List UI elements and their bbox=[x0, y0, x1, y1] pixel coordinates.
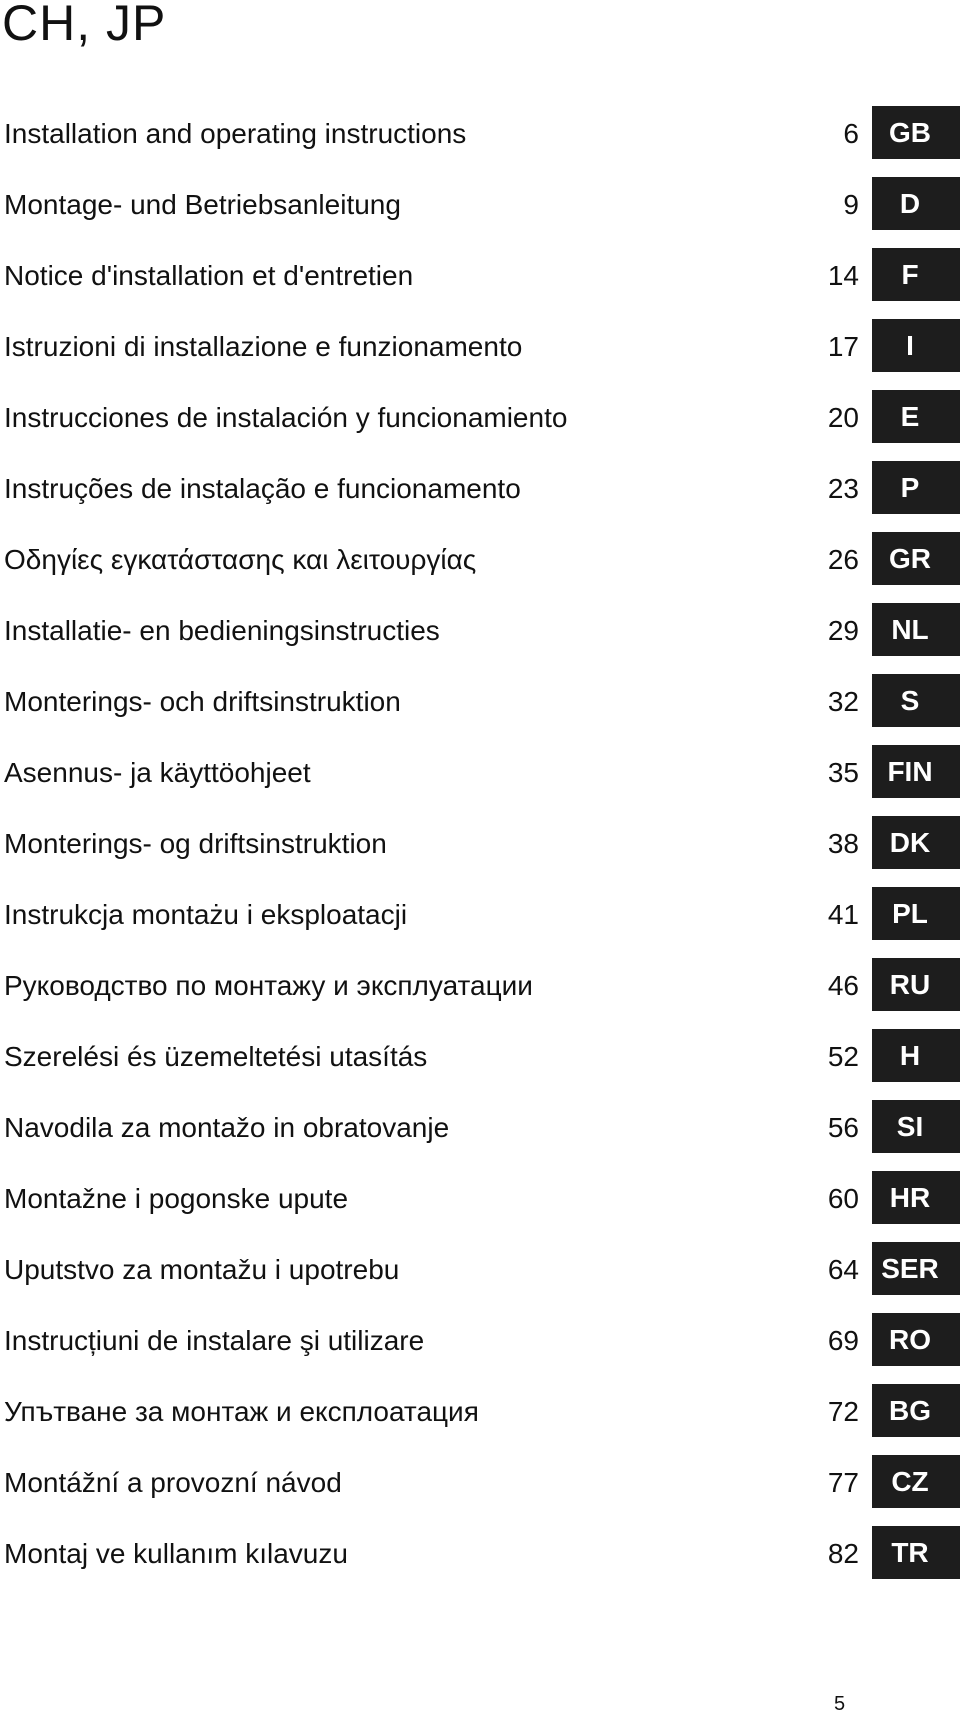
language-code: BG bbox=[889, 1395, 931, 1426]
toc-title: Asennus- ja käyttöohjeet bbox=[4, 757, 311, 788]
language-tab-gr bbox=[872, 532, 960, 585]
language-tab-nl bbox=[872, 603, 960, 656]
toc-row-e[interactable] bbox=[0, 390, 960, 461]
toc-row-s[interactable] bbox=[0, 674, 960, 745]
toc-title: Montažne i pogonske upute bbox=[4, 1183, 349, 1214]
toc-title: Monterings- och driftsinstruktion bbox=[4, 686, 401, 717]
language-tab-bg bbox=[872, 1384, 960, 1437]
toc-row-d[interactable] bbox=[0, 177, 960, 248]
language-code: RU bbox=[889, 969, 931, 1000]
toc-page-number: 60 bbox=[827, 1183, 859, 1214]
table-of-contents bbox=[0, 106, 960, 1597]
toc-row-f[interactable] bbox=[0, 248, 960, 319]
language-code: NL bbox=[891, 614, 929, 645]
toc-page-number: 20 bbox=[827, 402, 859, 433]
toc-row-pl[interactable] bbox=[0, 887, 960, 958]
toc-page-number: 46 bbox=[827, 970, 859, 1001]
toc-page-number: 29 bbox=[827, 615, 859, 646]
toc-row-ro[interactable] bbox=[0, 1313, 960, 1384]
language-tab-tr bbox=[872, 1526, 960, 1579]
toc-page-number: 38 bbox=[827, 828, 859, 859]
toc-title: Installation and operating instructions bbox=[4, 118, 467, 149]
toc-page-number: 32 bbox=[827, 686, 859, 717]
toc-row-hr[interactable] bbox=[0, 1171, 960, 1242]
toc-page-number: 72 bbox=[827, 1396, 859, 1427]
toc-page-number: 64 bbox=[827, 1254, 859, 1285]
toc-page-number: 6 bbox=[843, 118, 859, 149]
toc-title: Istruzioni di installazione e funzionamento bbox=[4, 331, 523, 362]
toc-title: Notice d'installation et d'entretien bbox=[4, 260, 414, 291]
language-tab-ser bbox=[872, 1242, 960, 1295]
language-tab-dk bbox=[872, 816, 960, 869]
language-tab-i bbox=[872, 319, 960, 372]
language-code: CZ bbox=[891, 1466, 929, 1497]
toc-row-si[interactable] bbox=[0, 1100, 960, 1171]
page-number: 5 bbox=[834, 1693, 846, 1715]
language-code: D bbox=[899, 188, 921, 219]
language-tab-d bbox=[872, 177, 960, 230]
toc-page-number: 41 bbox=[827, 899, 859, 930]
language-code: HR bbox=[889, 1182, 931, 1213]
toc-row-p[interactable] bbox=[0, 461, 960, 532]
language-code: F bbox=[901, 259, 919, 290]
language-code: RO bbox=[889, 1324, 931, 1355]
page-title: CH, JP bbox=[2, 0, 167, 51]
toc-row-i[interactable] bbox=[0, 319, 960, 390]
toc-page-number: 77 bbox=[827, 1467, 859, 1498]
toc-title: Uputstvo za montažu i upotrebu bbox=[4, 1254, 400, 1285]
language-tab-fin bbox=[872, 745, 960, 798]
language-code: S bbox=[900, 685, 920, 716]
language-code: GB bbox=[889, 117, 931, 148]
language-code: SER bbox=[881, 1253, 939, 1284]
language-code: FIN bbox=[887, 756, 933, 787]
language-tab-cz bbox=[872, 1455, 960, 1508]
language-code: DK bbox=[889, 827, 931, 858]
toc-title: Instrucțiuni de instalare şi utilizare bbox=[4, 1325, 425, 1356]
toc-title: Instruções de instalação e funcionamento bbox=[4, 473, 521, 504]
language-tab-hr bbox=[872, 1171, 960, 1224]
language-tab-s bbox=[872, 674, 960, 727]
toc-row-tr[interactable] bbox=[0, 1526, 960, 1597]
toc-page-number: 35 bbox=[827, 757, 859, 788]
toc-row-dk[interactable] bbox=[0, 816, 960, 887]
toc-title: Montage- und Betriebsanleitung bbox=[4, 189, 401, 220]
language-tab-pl bbox=[872, 887, 960, 940]
toc-title: Руководство по монтажу и эксплуатации bbox=[4, 970, 533, 1001]
language-tab-f bbox=[872, 248, 960, 301]
toc-title: Instrucciones de instalación y funcionamiento bbox=[4, 402, 568, 433]
language-tab-ro bbox=[872, 1313, 960, 1366]
language-tab-gb bbox=[872, 106, 960, 159]
toc-row-bg[interactable] bbox=[0, 1384, 960, 1455]
language-tab-si bbox=[872, 1100, 960, 1153]
language-tab-p bbox=[872, 461, 960, 514]
toc-title: Instrukcja montażu i eksploatacji bbox=[4, 899, 408, 930]
language-code: PL bbox=[892, 898, 928, 929]
toc-title: Monterings- og driftsinstruktion bbox=[4, 828, 387, 859]
toc-page-number: 23 bbox=[827, 473, 859, 504]
toc-row-ru[interactable] bbox=[0, 958, 960, 1029]
toc-page-number: 52 bbox=[827, 1041, 859, 1072]
language-tab-e bbox=[872, 390, 960, 443]
toc-title: Montaj ve kullanım kılavuzu bbox=[4, 1538, 348, 1569]
toc-row-cz[interactable] bbox=[0, 1455, 960, 1526]
toc-row-fin[interactable] bbox=[0, 745, 960, 816]
toc-title: Navodila za montažo in obratovanje bbox=[4, 1112, 450, 1143]
toc-page-number: 82 bbox=[827, 1538, 859, 1569]
language-code: SI bbox=[896, 1111, 924, 1142]
toc-row-h[interactable] bbox=[0, 1029, 960, 1100]
language-tab-h bbox=[872, 1029, 960, 1082]
language-tab-ru bbox=[872, 958, 960, 1011]
toc-page-number: 56 bbox=[827, 1112, 859, 1143]
toc-title: Упътване за монтаж и експлоатация bbox=[4, 1396, 479, 1427]
toc-row-nl[interactable] bbox=[0, 603, 960, 674]
toc-title: Οδηγίες εγκατάστασης και λειτουργίας bbox=[4, 544, 477, 575]
toc-title: Szerelési és üzemeltetési utasítás bbox=[4, 1041, 428, 1072]
toc-page-number: 69 bbox=[827, 1325, 859, 1356]
toc-title: Installatie- en bedieningsinstructies bbox=[4, 615, 440, 646]
language-code: I bbox=[906, 330, 914, 361]
language-code: TR bbox=[891, 1537, 929, 1568]
toc-page-number: 9 bbox=[843, 189, 859, 220]
toc-title: Montážní a provozní návod bbox=[4, 1467, 342, 1498]
toc-row-ser[interactable] bbox=[0, 1242, 960, 1313]
toc-page-number: 17 bbox=[827, 331, 859, 362]
language-code: P bbox=[900, 472, 920, 503]
toc-page-number: 14 bbox=[827, 260, 859, 291]
toc-row-gb[interactable] bbox=[0, 106, 960, 177]
language-code: GR bbox=[889, 543, 931, 574]
toc-row-gr[interactable] bbox=[0, 532, 960, 603]
toc-page-number: 26 bbox=[827, 544, 859, 575]
language-code: E bbox=[900, 401, 920, 432]
language-code: H bbox=[899, 1040, 921, 1071]
